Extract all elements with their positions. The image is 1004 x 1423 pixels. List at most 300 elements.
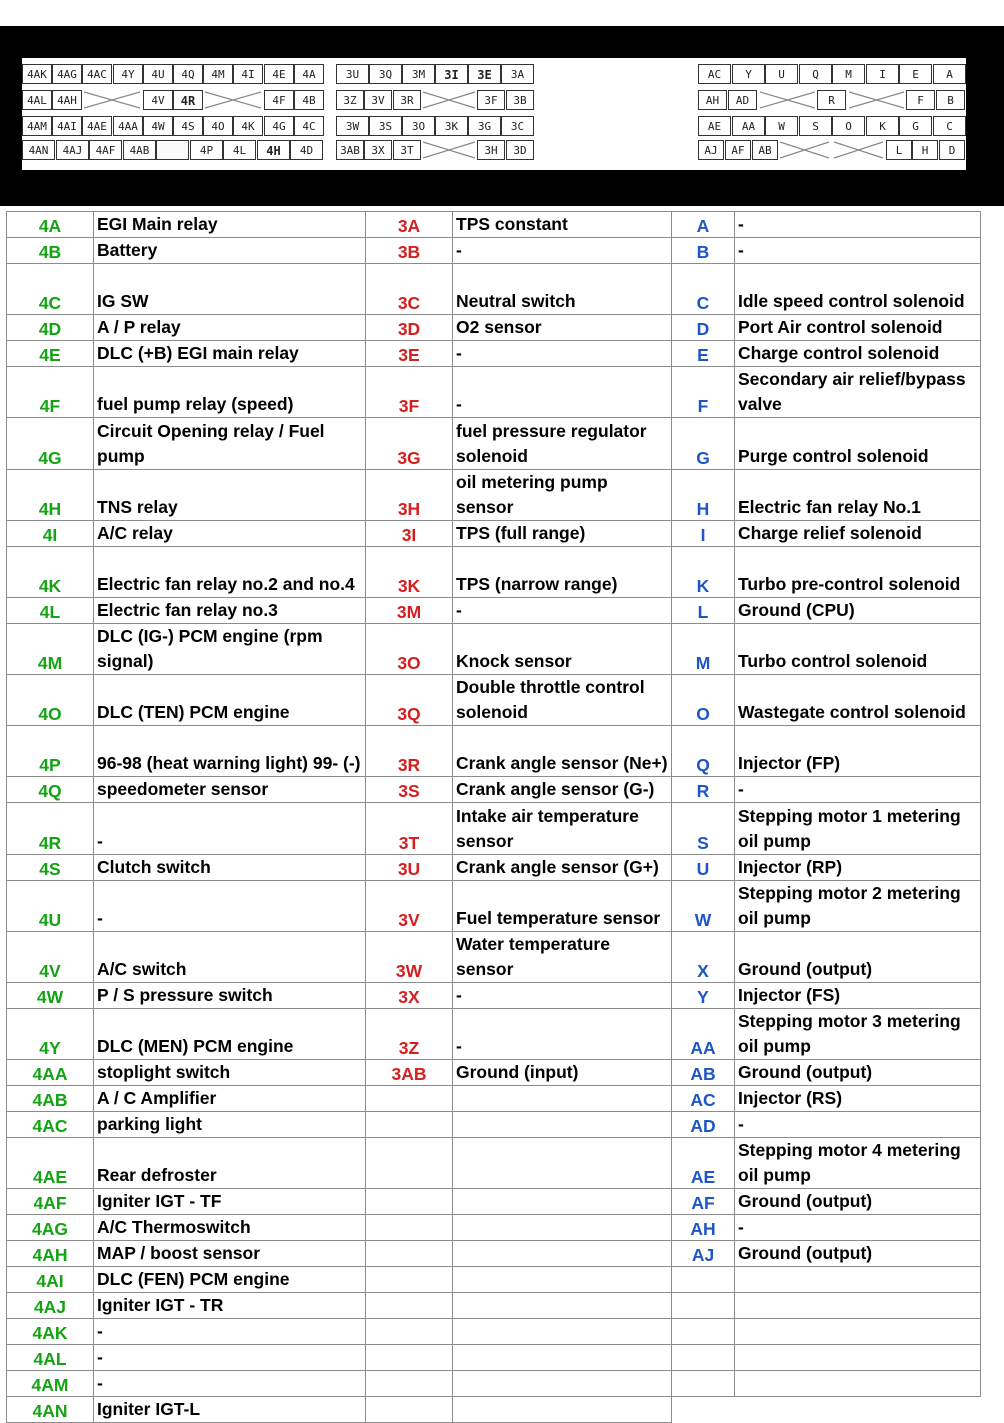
pin-description: Crank angle sensor (G-)	[453, 777, 672, 803]
pin-description: EGI Main relay	[94, 212, 366, 238]
connector-pin: 4AL	[22, 90, 52, 110]
connector-pin: 4D	[290, 140, 323, 160]
connector-pin: 4AG	[52, 64, 82, 84]
pin-description	[453, 1319, 672, 1345]
connector-pin: F	[906, 90, 935, 110]
connector-pin: 3R	[393, 90, 421, 110]
connector-block-A	[698, 60, 966, 166]
pin-description	[453, 1241, 672, 1267]
table-row	[7, 854, 981, 880]
pin-code-3	[366, 1319, 453, 1345]
pin-description	[453, 1215, 672, 1241]
pin-description: Fuel temperature sensor	[453, 880, 672, 931]
connector-gap-icon	[203, 90, 263, 110]
table-row	[7, 982, 981, 1008]
pin-description: oil metering pump sensor	[453, 469, 672, 520]
pin-description: DLC (TEN) PCM engine	[94, 674, 366, 725]
pin-description: Ground (output)	[735, 1189, 981, 1215]
table-row	[7, 623, 981, 674]
connector-pin: 4W	[143, 116, 173, 136]
pin-description: Turbo pre-control solenoid	[735, 546, 981, 597]
pin-description: -	[735, 1215, 981, 1241]
table-row	[7, 803, 981, 854]
table-row	[7, 1293, 981, 1319]
connector-pin: 4AJ	[56, 140, 89, 160]
connector-block-3	[336, 60, 534, 166]
connector-pin: 4O	[203, 116, 233, 136]
connector-pin: 4L	[223, 140, 256, 160]
connector-panel	[0, 26, 1004, 206]
pin-code-4: 4AN	[7, 1397, 94, 1423]
pin-description: -	[94, 1371, 366, 1397]
pin-code-a	[672, 1267, 735, 1293]
table-row	[7, 777, 981, 803]
pin-code-3: 3B	[366, 238, 453, 264]
pin-code-a: U	[672, 854, 735, 880]
table-row	[7, 418, 981, 469]
pin-description: DLC (MEN) PCM engine	[94, 1008, 366, 1059]
connector-pin: C	[933, 116, 966, 136]
pin-code-a: K	[672, 546, 735, 597]
pin-code-a: I	[672, 520, 735, 546]
pin-description	[735, 1267, 981, 1293]
pin-description: Injector (RS)	[735, 1086, 981, 1112]
pin-code-a	[672, 1397, 735, 1423]
pin-description: Ground (output)	[735, 1241, 981, 1267]
pin-code-3	[366, 1189, 453, 1215]
pin-description: DLC (IG-) PCM engine (rpm signal)	[94, 623, 366, 674]
connector-gap-icon	[847, 90, 906, 110]
connector-pin: 4V	[143, 90, 173, 110]
connector-gap-icon	[82, 90, 142, 110]
pin-code-3	[366, 1241, 453, 1267]
table-row	[7, 1189, 981, 1215]
pinout-table	[6, 211, 981, 1423]
pin-code-3: 3E	[366, 341, 453, 367]
pin-code-3: 3C	[366, 264, 453, 315]
pin-description: -	[735, 1112, 981, 1138]
pin-code-3: 3M	[366, 597, 453, 623]
connector-block-4	[22, 60, 324, 166]
pin-code-a: A	[672, 212, 735, 238]
pin-code-4: 4D	[7, 315, 94, 341]
pin-code-4: 4M	[7, 623, 94, 674]
connector-pin: H	[912, 140, 938, 160]
pin-code-4: 4L	[7, 597, 94, 623]
pin-code-4: 4W	[7, 982, 94, 1008]
pin-code-3: 3Z	[366, 1008, 453, 1059]
pin-description: fuel pump relay (speed)	[94, 367, 366, 418]
connector-pin: 4G	[264, 116, 294, 136]
pin-code-a: L	[672, 597, 735, 623]
connector-pin: S	[799, 116, 832, 136]
pin-code-a: X	[672, 931, 735, 982]
pin-description: Port Air control solenoid	[735, 315, 981, 341]
pin-code-4: 4AM	[7, 1371, 94, 1397]
pin-description: speedometer sensor	[94, 777, 366, 803]
connector-pin: 4AH	[52, 90, 82, 110]
table-row	[7, 931, 981, 982]
pin-code-a: R	[672, 777, 735, 803]
pin-code-3	[366, 1267, 453, 1293]
table-row	[7, 1371, 981, 1397]
table-row	[7, 264, 981, 315]
table-row	[7, 726, 981, 777]
pin-description: Ground (CPU)	[735, 597, 981, 623]
connector-pin: 3G	[468, 116, 501, 136]
pin-description: Ground (output)	[735, 931, 981, 982]
pin-code-3: 3Q	[366, 674, 453, 725]
connector-pin: U	[765, 64, 798, 84]
pin-description: Igniter IGT-L	[94, 1397, 366, 1423]
connector-pin: Y	[732, 64, 765, 84]
pin-code-a: S	[672, 803, 735, 854]
pin-description: Charge relief solenoid	[735, 520, 981, 546]
pin-code-a: E	[672, 341, 735, 367]
pin-description: Neutral switch	[453, 264, 672, 315]
pin-description: -	[735, 777, 981, 803]
pin-code-3: 3R	[366, 726, 453, 777]
pin-description: A / C Amplifier	[94, 1086, 366, 1112]
pin-description: Battery	[94, 238, 366, 264]
pin-description: A/C Thermoswitch	[94, 1215, 366, 1241]
pin-code-a: AJ	[672, 1241, 735, 1267]
pin-description: Idle speed control solenoid	[735, 264, 981, 315]
table-row	[7, 1241, 981, 1267]
pin-code-3: 3AB	[366, 1060, 453, 1086]
pin-description: Clutch switch	[94, 854, 366, 880]
pin-description: MAP / boost sensor	[94, 1241, 366, 1267]
pin-description	[735, 1371, 981, 1397]
pin-code-3	[366, 1112, 453, 1138]
pin-description: -	[94, 880, 366, 931]
connector-pin: 4I	[233, 64, 263, 84]
pin-code-a: AE	[672, 1138, 735, 1189]
table-row	[7, 341, 981, 367]
pin-description: Injector (FP)	[735, 726, 981, 777]
table-row	[7, 238, 981, 264]
pin-code-4: 4F	[7, 367, 94, 418]
table-row	[7, 597, 981, 623]
pin-code-a: G	[672, 418, 735, 469]
connector-pin: 4U	[143, 64, 173, 84]
table-row	[7, 1267, 981, 1293]
connector-row	[22, 116, 324, 138]
pin-code-4: 4S	[7, 854, 94, 880]
connector-pin: AF	[725, 140, 751, 160]
pin-description	[735, 1319, 981, 1345]
connector-pin: 4AM	[22, 116, 52, 136]
pin-description: -	[453, 238, 672, 264]
pin-code-4: 4E	[7, 341, 94, 367]
connector-pin: 3C	[501, 116, 534, 136]
pin-description: TPS (narrow range)	[453, 546, 672, 597]
pin-description: -	[453, 597, 672, 623]
connector-pin: 4AI	[52, 116, 82, 136]
table-row	[7, 1397, 981, 1423]
pin-code-a	[672, 1319, 735, 1345]
pin-code-a: AC	[672, 1086, 735, 1112]
pin-description: -	[453, 982, 672, 1008]
pin-description	[453, 1267, 672, 1293]
connector-pin: 4AF	[89, 140, 122, 160]
pin-code-3	[366, 1086, 453, 1112]
connector-pin: 4AC	[82, 64, 112, 84]
table-row	[7, 212, 981, 238]
pin-description: -	[94, 1319, 366, 1345]
pin-code-3: 3V	[366, 880, 453, 931]
connector-pin: Q	[799, 64, 832, 84]
table-row	[7, 1215, 981, 1241]
pin-description: Circuit Opening relay / Fuel pump	[94, 418, 366, 469]
pin-code-4: 4AE	[7, 1138, 94, 1189]
connector-pin: AA	[732, 116, 765, 136]
pin-description	[453, 1112, 672, 1138]
pin-code-a: O	[672, 674, 735, 725]
pin-code-3	[366, 1371, 453, 1397]
pin-description	[453, 1397, 672, 1423]
pin-code-a: AA	[672, 1008, 735, 1059]
connector-pin: AB	[752, 140, 778, 160]
connector-pin: L	[886, 140, 912, 160]
pin-code-4: 4G	[7, 418, 94, 469]
pin-description: -	[735, 212, 981, 238]
pin-description	[735, 1397, 981, 1423]
pin-description: Igniter IGT - TF	[94, 1189, 366, 1215]
connector-pin: 4E	[264, 64, 294, 84]
pin-description: -	[735, 238, 981, 264]
pin-description: -	[94, 803, 366, 854]
pin-description: -	[453, 341, 672, 367]
connector-row	[698, 90, 966, 112]
table-row	[7, 520, 981, 546]
pin-description: Double throttle control solenoid	[453, 674, 672, 725]
connector-pin: AC	[698, 64, 731, 84]
pin-description: Electric fan relay no.3	[94, 597, 366, 623]
pin-description: Intake air temperature sensor	[453, 803, 672, 854]
connector-pin: 4AE	[82, 116, 112, 136]
connector-pin: 3A	[501, 64, 534, 84]
pin-code-a	[672, 1293, 735, 1319]
pin-description: Injector (RP)	[735, 854, 981, 880]
pin-description: A / P relay	[94, 315, 366, 341]
connector-pin: D	[939, 140, 965, 160]
table-row	[7, 315, 981, 341]
connector-pin: 3H	[477, 140, 505, 160]
pin-code-4: 4I	[7, 520, 94, 546]
connector-pin: 3T	[393, 140, 421, 160]
pin-description: TNS relay	[94, 469, 366, 520]
pin-description: Stepping motor 4 metering oil pump	[735, 1138, 981, 1189]
pin-description: IG SW	[94, 264, 366, 315]
pin-code-4: 4AG	[7, 1215, 94, 1241]
pin-description: Ground (input)	[453, 1060, 672, 1086]
pin-code-4: 4AK	[7, 1319, 94, 1345]
pin-description: -	[94, 1345, 366, 1371]
connector-pin: 4K	[233, 116, 263, 136]
connector-gap-icon	[421, 140, 477, 160]
pin-code-4: 4O	[7, 674, 94, 725]
pin-code-3: 3W	[366, 931, 453, 982]
table-row	[7, 1008, 981, 1059]
connector-gap-icon	[421, 90, 477, 110]
connector-pin: A	[933, 64, 966, 84]
pin-description: Rear defroster	[94, 1138, 366, 1189]
pin-description	[453, 1293, 672, 1319]
pin-description: -	[453, 367, 672, 418]
pin-description: DLC (+B) EGI main relay	[94, 341, 366, 367]
pin-code-3: 3X	[366, 982, 453, 1008]
connector-pin: 4AN	[22, 140, 55, 160]
pin-code-4: 4Y	[7, 1008, 94, 1059]
pin-code-a: D	[672, 315, 735, 341]
pin-description: fuel pressure regulator solenoid	[453, 418, 672, 469]
connector-pin: 4R	[173, 90, 203, 110]
connector-row	[336, 140, 534, 162]
connector-pin: 3B	[506, 90, 534, 110]
pin-description	[735, 1345, 981, 1371]
pin-code-a: H	[672, 469, 735, 520]
connector-pin	[156, 140, 189, 160]
connector-row	[22, 90, 324, 112]
pin-code-3	[366, 1293, 453, 1319]
pin-code-a: Q	[672, 726, 735, 777]
connector-pin: AD	[728, 90, 757, 110]
connector-pin: 3X	[364, 140, 392, 160]
pin-code-4: 4AC	[7, 1112, 94, 1138]
connector-row	[22, 64, 324, 86]
pin-code-a	[672, 1345, 735, 1371]
pin-code-4: 4AJ	[7, 1293, 94, 1319]
pin-code-4: 4C	[7, 264, 94, 315]
pin-code-4: 4AH	[7, 1241, 94, 1267]
pin-code-a: AD	[672, 1112, 735, 1138]
pin-description: Stepping motor 3 metering oil pump	[735, 1008, 981, 1059]
connector-row	[698, 64, 966, 86]
connector-pin: G	[899, 116, 932, 136]
connector-gap-icon	[758, 90, 817, 110]
connector-pin: 4AA	[113, 116, 143, 136]
pin-description: Secondary air relief/bypass valve	[735, 367, 981, 418]
pin-code-3: 3T	[366, 803, 453, 854]
connector-pin: 4F	[264, 90, 294, 110]
pin-description: Stepping motor 1 metering oil pump	[735, 803, 981, 854]
table-row	[7, 674, 981, 725]
pin-code-a: AB	[672, 1060, 735, 1086]
pin-code-3: 3G	[366, 418, 453, 469]
pin-description: DLC (FEN) PCM engine	[94, 1267, 366, 1293]
table-row	[7, 1086, 981, 1112]
table-row	[7, 367, 981, 418]
connector-pin: 3Z	[336, 90, 364, 110]
pin-code-4: 4B	[7, 238, 94, 264]
connector-pin: 3U	[336, 64, 369, 84]
connector-pin: 3O	[402, 116, 435, 136]
connector-pin: E	[899, 64, 932, 84]
pin-code-3	[366, 1138, 453, 1189]
table-row	[7, 469, 981, 520]
connector-pin: 4Q	[173, 64, 203, 84]
pin-description: Injector (FS)	[735, 982, 981, 1008]
pin-description: Turbo control solenoid	[735, 623, 981, 674]
connector-pin: 4M	[203, 64, 233, 84]
table-row	[7, 1138, 981, 1189]
pin-description	[735, 1293, 981, 1319]
pin-code-3: 3F	[366, 367, 453, 418]
pin-description: A/C switch	[94, 931, 366, 982]
pin-code-4: 4AF	[7, 1189, 94, 1215]
pin-code-4: 4R	[7, 803, 94, 854]
pin-code-4: 4U	[7, 880, 94, 931]
pin-code-3: 3I	[366, 520, 453, 546]
connector-pin: 4B	[294, 90, 324, 110]
connector-pin: AJ	[698, 140, 724, 160]
connector-pin: 4H	[257, 140, 290, 160]
connector-pin: 3AB	[336, 140, 364, 160]
table-row	[7, 546, 981, 597]
pin-code-4: 4K	[7, 546, 94, 597]
pin-code-3	[366, 1397, 453, 1423]
pin-code-a: Y	[672, 982, 735, 1008]
pin-description: Crank angle sensor (G+)	[453, 854, 672, 880]
connector-pin: O	[832, 116, 865, 136]
table-row	[7, 1319, 981, 1345]
pin-description: 96-98 (heat warning light) 99- (-)	[94, 726, 366, 777]
pin-code-3: 3S	[366, 777, 453, 803]
pin-code-3: 3O	[366, 623, 453, 674]
pin-description: parking light	[94, 1112, 366, 1138]
connector-row	[22, 140, 324, 162]
connector-gap-icon	[832, 140, 885, 160]
connector-pin: B	[936, 90, 965, 110]
pin-description: Electric fan relay No.1	[735, 469, 981, 520]
pin-code-a: W	[672, 880, 735, 931]
pin-description	[453, 1138, 672, 1189]
connector-pin: 3E	[468, 64, 501, 84]
connector-pin: 4P	[190, 140, 223, 160]
connector-pin: 4Y	[113, 64, 143, 84]
pin-description: P / S pressure switch	[94, 982, 366, 1008]
pin-code-a: F	[672, 367, 735, 418]
pin-code-4: 4A	[7, 212, 94, 238]
connector-pin: 4AK	[22, 64, 52, 84]
pin-code-3	[366, 1215, 453, 1241]
pin-code-3	[366, 1345, 453, 1371]
pin-code-4: 4Q	[7, 777, 94, 803]
pin-description: Ground (output)	[735, 1060, 981, 1086]
pin-code-3: 3U	[366, 854, 453, 880]
pin-code-3: 3D	[366, 315, 453, 341]
pin-description: TPS (full range)	[453, 520, 672, 546]
connector-pin: R	[817, 90, 846, 110]
pin-code-a: AF	[672, 1189, 735, 1215]
connector-row	[698, 116, 966, 138]
pin-description	[453, 1086, 672, 1112]
pin-code-4: 4AB	[7, 1086, 94, 1112]
connector-pin: 3V	[364, 90, 392, 110]
table-row	[7, 1060, 981, 1086]
connector-pin: 4S	[173, 116, 203, 136]
connector-pin: 4AB	[123, 140, 156, 160]
connector-row	[698, 140, 966, 162]
connector-pin: 3S	[369, 116, 402, 136]
connector-pin: AH	[698, 90, 727, 110]
pin-code-3: 3A	[366, 212, 453, 238]
pin-code-4: 4AL	[7, 1345, 94, 1371]
pin-code-4: 4AI	[7, 1267, 94, 1293]
pin-code-4: 4V	[7, 931, 94, 982]
connector-pin: 4A	[294, 64, 324, 84]
